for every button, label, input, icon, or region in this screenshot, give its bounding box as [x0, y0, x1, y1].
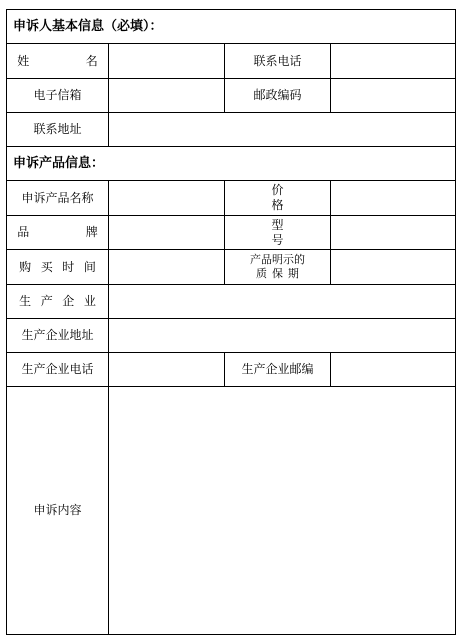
warranty-label-line1: 产品明示的	[250, 253, 305, 266]
manufacturer-phone-label: 生产企业电话	[7, 353, 109, 387]
postcode-label: 邮政编码	[225, 79, 331, 113]
manufacturer-field[interactable]	[109, 285, 456, 319]
manufacturer-label: 生产企业	[7, 285, 109, 319]
name-field[interactable]	[109, 44, 225, 79]
brand-label: 品 牌	[7, 216, 109, 250]
manufacturer-phone-field[interactable]	[109, 353, 225, 387]
phone-field[interactable]	[331, 44, 456, 79]
purchase-time-label: 购买时间	[7, 250, 109, 285]
postcode-field[interactable]	[331, 79, 456, 113]
address-field[interactable]	[109, 113, 456, 147]
model-label: 型 号	[225, 216, 331, 250]
phone-label: 联系电话	[225, 44, 331, 79]
manufacturer-postcode-field[interactable]	[331, 353, 456, 387]
warranty-label	[225, 250, 331, 285]
warranty-field[interactable]	[331, 250, 456, 285]
complaint-content-label: 申诉内容	[7, 387, 109, 635]
email-label: 电子信箱	[7, 79, 109, 113]
address-label: 联系地址	[7, 113, 109, 147]
name-label: 姓 名	[7, 44, 109, 79]
complaint-content-field[interactable]	[109, 387, 456, 635]
section-title-product: 申诉产品信息：	[7, 147, 456, 181]
manufacturer-address-label: 生产企业地址	[7, 319, 109, 353]
manufacturer-postcode-label: 生产企业邮编	[225, 353, 331, 387]
product-name-label: 申诉产品名称	[7, 181, 109, 216]
complaint-form	[6, 9, 456, 635]
section-title-complainant: 申诉人基本信息（必填）：	[7, 10, 456, 44]
manufacturer-address-field[interactable]	[109, 319, 456, 353]
warranty-label-line2: 质保期	[256, 267, 304, 280]
purchase-time-field[interactable]	[109, 250, 225, 285]
email-field[interactable]	[109, 79, 225, 113]
product-name-field[interactable]	[109, 181, 225, 216]
brand-field[interactable]	[109, 216, 225, 250]
price-label: 价 格	[225, 181, 331, 216]
